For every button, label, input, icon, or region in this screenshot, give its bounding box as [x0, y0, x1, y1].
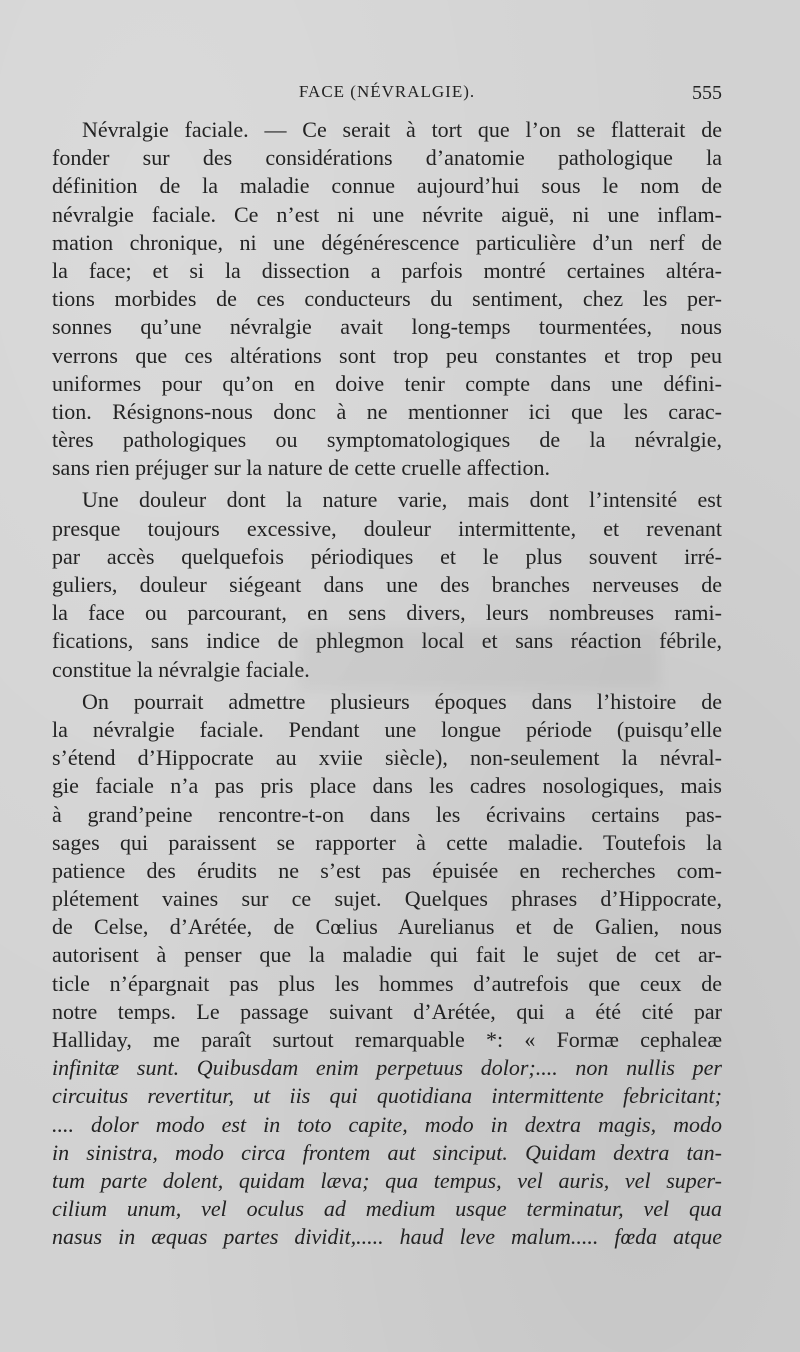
text-line: On pourrait admettre plusieurs époques dans l’histoire de	[82, 688, 722, 714]
text-line: plétement vaines sur ce sujet. Quelques phrases d’Hippocrate,	[52, 886, 722, 912]
text-line-italic: circuitus revertitur, ut iis qui quotidiana intermittente febricitant;	[52, 1083, 722, 1109]
text-line: fonder sur des considérations d’anatomie pathologique la	[52, 145, 722, 171]
text-line: la névralgie faciale. Pendant une longue période (puisqu’elle	[52, 716, 722, 742]
text-line-italic: infinitæ sunt. Quibusdam enim perpetuus dolor;.... non nullis per	[52, 1055, 722, 1081]
text-line: autorisent à penser que la maladie qui fait le sujet de cet ar-	[52, 942, 722, 968]
text-line-italic: cilium unum, vel oculus ad medium usque terminatur, vel qua	[52, 1196, 722, 1222]
text-line: uniformes pour qu’on en doive tenir compte dans une défini-	[52, 370, 722, 396]
text-line: Une douleur dont la nature varie, mais dont l’intensité est	[82, 487, 722, 513]
text-line: mation chronique, ni une dégénérescence particulière d’un nerf de	[52, 229, 722, 255]
text-line: la face ou parcourant, en sens divers, leurs nombreuses rami-	[52, 600, 722, 626]
text-line: sonnes qu’une névralgie avait long-temps tourmentées, nous	[52, 314, 722, 340]
text-line: presque toujours excessive, douleur intermittente, et revenant	[52, 515, 722, 541]
text-line: constitue la névralgie faciale.	[52, 656, 310, 682]
text-line: fications, sans indice de phlegmon local et sans réaction fébrile,	[52, 628, 722, 654]
text-line: par accès quelquefois périodiques et le plus souvent irré-	[52, 543, 722, 569]
text-line: s’étend d’Hippocrate au xviie siècle), non-seulement la névral-	[52, 745, 722, 771]
page-number: 555	[692, 82, 722, 104]
page-header	[52, 82, 722, 112]
running-head: FACE (NÉVRALGIE).	[298, 82, 476, 101]
text-line-italic: tum parte dolent, quidam læva; qua tempus, vel auris, vel super-	[52, 1167, 722, 1193]
text-line-italic: .... dolor modo est in toto capite, modo in dextra magis, modo	[52, 1111, 722, 1137]
text-line-italic: nasus in æquas partes dividit,..... haud leve malum..... fœda atque	[52, 1224, 722, 1250]
text-line: Halliday, me paraît surtout remarquable *: « Formæ cephaleæ	[52, 1027, 722, 1052]
text-line: patience des érudits ne s’est pas épuisée en recherches com-	[52, 857, 722, 883]
text-line: sans rien préjuger sur la nature de cette cruelle affection.	[52, 455, 551, 481]
text-line: définition de la maladie connue aujourd’hui sous le nom de	[52, 173, 722, 199]
text-line: gie faciale n’a pas pris place dans les cadres nosologiques, mais	[52, 773, 722, 799]
text-line: ticle n’épargnait pas plus les hommes d’autrefois que ceux de	[52, 970, 722, 996]
text-line: tions morbides de ces conducteurs du sentiment, chez les per-	[52, 286, 722, 312]
text-line: sages qui paraissent se rapporter à cette maladie. Toutefois la	[52, 829, 722, 855]
text-line: névralgie faciale. Ce n’est ni une névrite aiguë, ni une inflam-	[52, 201, 722, 227]
text-line: Névralgie faciale. — Ce serait à tort que l’on se flatterait de	[82, 117, 722, 142]
text-line: guliers, douleur siégeant dans une des branches nerveuses de	[52, 572, 722, 597]
text-line: notre temps. Le passage suivant d’Arétée, qui a été cité par	[52, 998, 722, 1024]
text-line: à grand’peine rencontre-t-on dans les écrivains certains pas-	[52, 801, 722, 827]
text-line-italic: in sinistra, modo circa frontem aut sinciput. Quidam dextra tan-	[52, 1139, 722, 1165]
text-line: de Celse, d’Arétée, de Cœlius Aurelianus et de Galien, nous	[52, 914, 722, 940]
text-line: tion. Résignons-nous donc à ne mentionner ici que les carac-	[52, 398, 722, 424]
text-line: la face; et si la dissection a parfois montré certaines altéra-	[52, 257, 722, 283]
text-line: verrons que ces altérations sont trop peu constantes et trop peu	[52, 342, 722, 368]
text-line: tères pathologiques ou symptomatologiques de la névralgie,	[52, 427, 722, 453]
body-text	[52, 116, 722, 1252]
